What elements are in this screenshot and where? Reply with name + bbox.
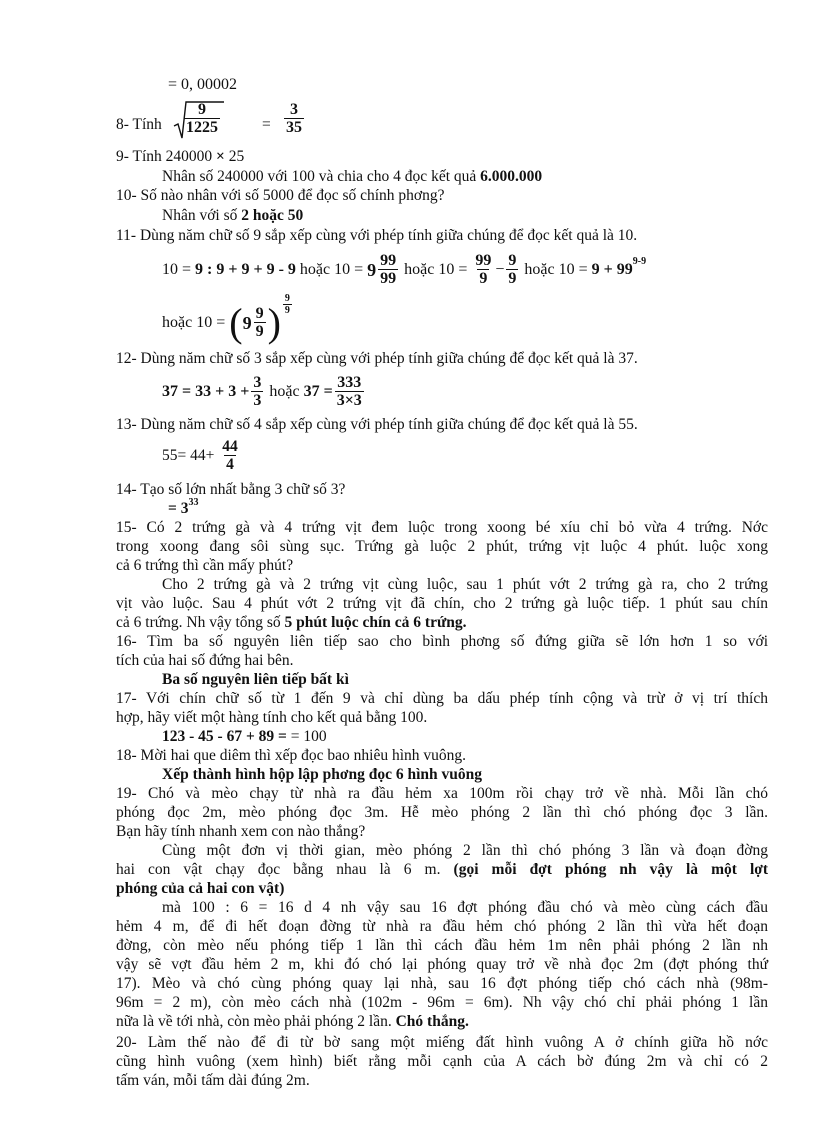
problem-15-line-3: cả 6 trứng thì cần mấy phút?	[116, 557, 294, 574]
fraction-numerator: 99	[475, 252, 492, 269]
result-line: = 0, 00002	[168, 76, 238, 93]
problem-17-line-2: hợp, hãy viết một hàng tính cho kết quả bằng 100.	[116, 709, 428, 726]
problem-8-label: 8- Tính	[116, 116, 162, 133]
fraction-denominator: 9	[508, 270, 517, 287]
problem-10-answer	[162, 207, 303, 225]
exponent-numerator: 9	[284, 293, 290, 304]
fraction-denominator: 3×3	[336, 392, 362, 409]
fraction-denominator: 99	[380, 270, 397, 287]
or-word: hoặc	[269, 383, 300, 400]
problem-8-result	[282, 102, 306, 136]
answer-text: cả 6 trứng. Nh vậy tổng số	[116, 614, 281, 631]
exponent-denominator: 9	[284, 305, 290, 316]
fraction-numerator: 3	[253, 374, 262, 391]
fraction-numerator: 44	[222, 438, 238, 455]
problem-9-operand: 25	[228, 148, 245, 165]
fraction-denominator: 9	[479, 270, 488, 287]
problem-18-question: 18- Mời hai que diêm thì xếp đọc bao nhiêu hình vuông.	[116, 747, 466, 764]
or-word: hoặc	[524, 261, 555, 278]
fraction-numerator: 3	[290, 101, 298, 118]
problem-9-question: 9- Tính 240000	[116, 148, 213, 165]
equation-lhs: 10 =	[162, 261, 192, 278]
right-paren: )	[267, 300, 281, 345]
problem-14-question: 14- Tạo số lớn nhất bằng 3 chữ số 3?	[116, 481, 346, 498]
answer-value: 5 phút luộc chín cả 6 trứng.	[284, 614, 467, 631]
fraction-numerator: 99	[380, 252, 397, 269]
problem-9	[116, 148, 244, 166]
fraction-denominator: 9	[255, 323, 264, 340]
answer-text: nữa là về tới nhà, còn mèo phải phóng 2 lần.	[116, 1013, 392, 1030]
problem-12-equations	[162, 372, 366, 412]
problem-20-line-3: tấm ván, mỗi tấm dài đúng 2m.	[116, 1072, 310, 1089]
fraction-denominator: 3	[253, 392, 262, 409]
problem-19-answer-1: Cùng một đơn vị thời gian, mèo phóng 2 lần thì chó phóng 3 lần và đoạn đờng	[162, 842, 768, 859]
equation-lhs: 10 =	[334, 261, 364, 278]
problem-19-answer-7: vậy sẽ vợt đầu hẻm 2 m, khi đó chó lại phóng quay trở về nhà đọc 2m (đợt phóng thứ	[116, 956, 768, 973]
problem-19-line-1: 19- Chó và mèo chạy từ nhà ra đầu hẻm xa 100m rồi chạy trở về nhà. Mỗi lần chó	[116, 785, 768, 802]
problem-19-answer-9: 96m = 2 m), còn mèo cách nhà (102m - 96m = 6m). Nh vậy chó chỉ phải phóng 1 lần	[116, 994, 768, 1011]
answer-result: = 100	[290, 728, 327, 745]
problem-10-question: 10- Số nào nhân với số 5000 để đọc số chính phơng?	[116, 187, 445, 204]
problem-15-answer-1: Cho 2 trứng gà và 2 trứng vịt cùng luộc, sau 1 phút vớt 2 trứng gà ra, cho 2 trứng	[162, 576, 768, 593]
answer-value: 2 hoặc 50	[241, 207, 304, 224]
problem-13-equation	[162, 436, 242, 476]
left-paren: (	[229, 300, 243, 345]
answer-text: Nhân số 240000 với 100 và chia cho 4 đọc kết quả	[162, 168, 477, 185]
equals-sign: =	[262, 116, 271, 133]
problem-15-answer-2: vịt vào luộc. Sau 4 phút vớt 2 trứng vịt đã chín, cho 2 trứng gà luộc tiếp. 1 phút sau chín	[116, 595, 768, 612]
problem-15-line-1: 15- Có 2 trứng gà và 4 trứng vịt đem luộc trong xoong bé xíu chỉ bỏ vừa 4 trứng. Nớc	[116, 519, 768, 536]
problem-13-question: 13- Dùng năm chữ số 4 sắp xếp cùng với phép tính giữa chúng để đọc kết quả là 55.	[116, 416, 638, 433]
answer-value: 123 - 45 - 67 + 89 =	[162, 728, 287, 745]
problem-19-answer-6: đờng, còn mèo nếu phóng tiếp 1 lần thì cách đầu hẻm 1m nên phải phóng 2 lần nh	[116, 937, 768, 954]
problem-20-line-1: 20- Làm thế nào để đi từ bờ sang một miếng đất hình vuông A ở chính giữa hồ nớc	[116, 1034, 768, 1051]
problem-9-answer	[162, 168, 542, 186]
answer-note: (gọi mỗi đợt phóng nh vậy là một lợt	[453, 861, 769, 878]
answer-value: Chó thắng.	[395, 1013, 469, 1030]
problem-11-question: 11- Dùng năm chữ số 9 sắp xếp cùng với phép tính giữa chúng để đọc kết quả là 10.	[116, 227, 638, 244]
problem-11-equation-5	[162, 293, 294, 348]
problem-20-line-2: cũng hình vuông (xem hình) biết rằng mỗi cạnh của A cách bờ đúng 2m và chỉ có 2	[116, 1053, 768, 1070]
equation-lhs: 10 =	[438, 261, 468, 278]
problem-18-answer: Xếp thành hình hộp lập phơng đọc 6 hình vuông	[162, 766, 483, 783]
problem-15-line-2: trong xoong đang sôi sùng sục. Trứng gà luộc 2 phút, trứng vịt luộc 4 phút. luộc xong	[116, 538, 768, 555]
problem-11-equations	[162, 250, 646, 290]
problem-19-answer-4: mà 100 : 6 = 16 d 4 nh vậy sau 16 đợt phóng đầu chó và mèo cùng cách đầu	[162, 899, 768, 916]
problem-19-line-3: Bạn hãy tính nhanh xem con nào thắng?	[116, 823, 366, 840]
problem-19-answer-2	[116, 861, 768, 879]
problem-16-line-1: 16- Tìm ba số nguyên liên tiếp sao cho bình phơng số đứng giữa sẽ lớn hơn 1 so với	[116, 633, 768, 650]
problem-16-answer: Ba số nguyên liên tiếp bất kì	[162, 671, 349, 688]
problem-19-answer-8: 17). Mèo và chó cùng phóng quay lại nhà, sau 16 đợt phóng tiếp chó cách nhà (98m-	[116, 975, 768, 992]
fraction-numerator: 9	[255, 305, 264, 322]
equation-lhs: 37 =	[303, 383, 333, 400]
problem-19-answer-10	[116, 1013, 469, 1031]
fraction-denominator: 35	[286, 119, 302, 136]
mixed-number-whole: 9	[367, 260, 377, 280]
problem-8-fraction	[182, 102, 222, 136]
equation-lhs: 10 =	[558, 261, 588, 278]
problem-15-answer-3	[116, 614, 467, 632]
equation-rhs: 9 : 9 + 9 + 9 - 9	[195, 261, 296, 278]
problem-19-answer-3: phóng của cả hai con vật)	[116, 880, 285, 897]
fraction-numerator: 333	[337, 374, 362, 391]
fraction-numerator: 9	[508, 252, 517, 269]
problem-12-question: 12- Dùng năm chữ số 3 sắp xếp cùng với phép tính giữa chúng để đọc kết quả là 37.	[116, 350, 638, 367]
fraction-denominator: 1225	[186, 119, 218, 136]
problem-19-line-2: phóng đọc 2m, mèo phóng đọc 3m. Hễ mèo phóng 2 lần thì chó phóng đọc 3 lần.	[116, 804, 768, 821]
answer-text: hai con vật chạy đọc bằng nhau là 6 m.	[116, 861, 441, 878]
or-word: hoặc	[404, 261, 435, 278]
mixed-number-whole: 9	[242, 313, 252, 333]
exponent: 9-9	[632, 256, 647, 267]
answer-value: = 3	[168, 500, 189, 517]
problem-17-answer	[162, 728, 327, 746]
problem-14-answer	[168, 497, 199, 520]
minus-sign: −	[495, 261, 505, 278]
fraction-numerator: 9	[198, 101, 206, 118]
or-word: hoặc	[299, 261, 331, 278]
equation-lhs: 37 = 33 + 3 +	[162, 383, 250, 400]
times-icon: ×	[216, 148, 225, 165]
equation-lhs: 55= 44+	[162, 447, 215, 464]
exponent: 33	[188, 497, 199, 508]
answer-value: 6.000.000	[480, 168, 543, 185]
problem-17-line-1: 17- Với chín chữ số từ 1 đến 9 và chỉ dùng ba dấu phép tính cộng và trừ ở vị trí thích	[116, 690, 768, 707]
problem-16-line-2: tích của hai số đứng hai bên.	[116, 652, 294, 669]
answer-text: Nhân với số	[162, 207, 238, 224]
problem-19-answer-5: hẻm 4 m, để đi hết đoạn đờng từ nhà ra đầu hẻm chó phóng 2 lần thì vừa hết đoạn	[116, 918, 768, 935]
fraction-denominator: 4	[226, 456, 234, 473]
equation-lhs: hoặc 10 =	[162, 314, 226, 331]
equation-rhs: 9 + 99	[591, 261, 633, 278]
